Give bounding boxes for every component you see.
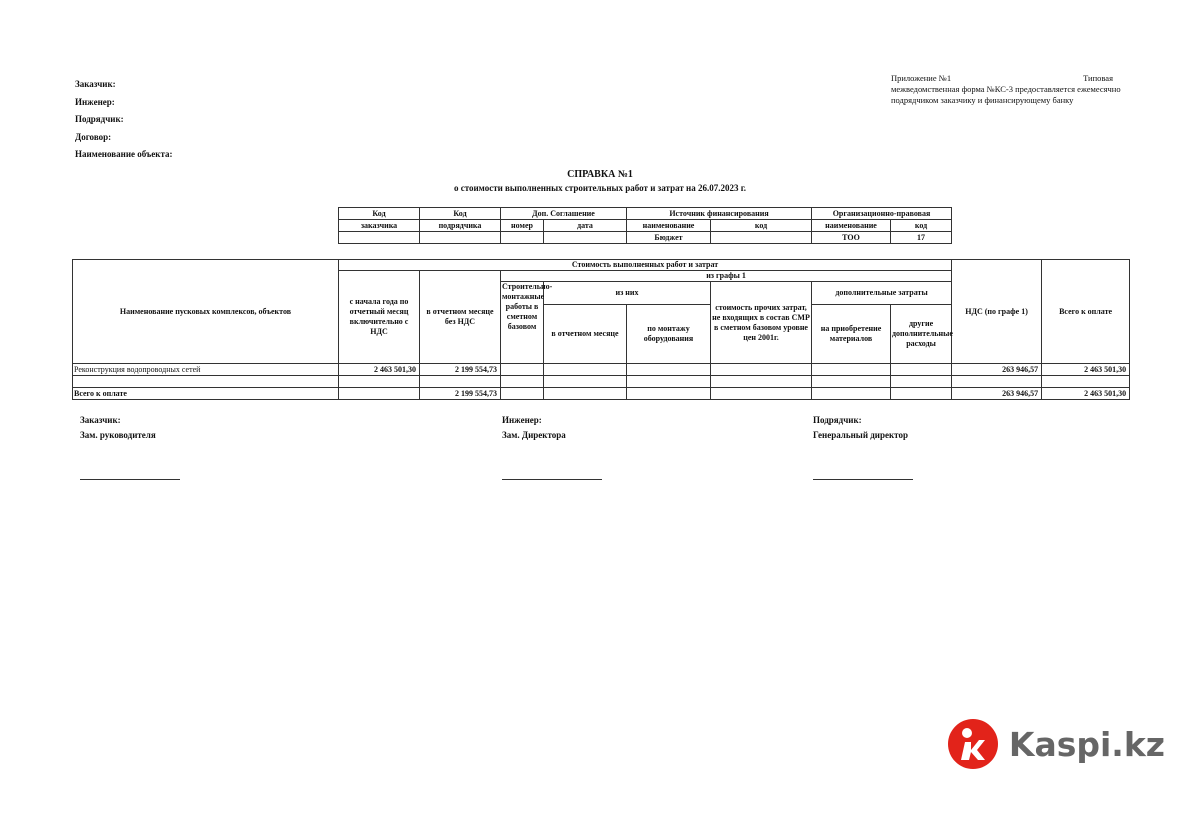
signature-contractor: [813, 413, 913, 480]
value-cell: [501, 232, 544, 244]
equipment-header: по монтажу оборудования: [627, 305, 711, 364]
of-them-header: из них: [544, 282, 711, 305]
subheader: заказчика: [339, 220, 420, 232]
other-extra-header: другие дополнительные расходы: [891, 305, 952, 364]
cell: [501, 388, 544, 400]
cell: [812, 364, 891, 376]
agreement-header: Доп. Соглашение: [501, 208, 627, 220]
value-cell: 17: [891, 232, 952, 244]
doc-title: СПРАВКА №1: [567, 169, 633, 180]
cell: 2 199 554,73: [420, 364, 501, 376]
table-row-total: [73, 388, 1130, 400]
kaspi-watermark: [947, 718, 1165, 770]
signature-position: Зам. руководителя: [80, 430, 156, 440]
cell: 2 463 501,30: [1042, 364, 1130, 376]
cell: [812, 388, 891, 400]
signature-line: [813, 479, 913, 480]
subheader: номер: [501, 220, 544, 232]
subheader: подрядчика: [420, 220, 501, 232]
signature-line: [80, 479, 180, 480]
value-cell: [711, 232, 812, 244]
note-text: межведомственная форма №КС-3 предоставляется ежемесячно подрядчиком заказчику и финансирующему банку: [891, 84, 1121, 105]
signature-role: Подрядчик:: [813, 415, 862, 425]
signature-engineer: [502, 413, 602, 480]
signature-role: Инженер:: [502, 415, 542, 425]
kaspi-logo-icon: [947, 718, 999, 770]
subheader: дата: [544, 220, 627, 232]
cell: [711, 388, 812, 400]
cell: [891, 388, 952, 400]
codes-table: [338, 207, 952, 244]
subheader: наименование: [627, 220, 711, 232]
cell: [891, 364, 952, 376]
subheader: наименование: [812, 220, 891, 232]
code-header: Код: [420, 208, 501, 220]
typical-label: Типовая: [1083, 73, 1113, 83]
row-name: Реконструкция водопроводных сетей: [73, 364, 339, 376]
value-cell: ТОО: [812, 232, 891, 244]
signature-position: Зам. Директора: [502, 430, 566, 440]
engineer-label: Инженер:: [75, 96, 115, 107]
from-col1-header: из графы 1: [501, 271, 952, 282]
cell: [339, 388, 420, 400]
cell: [544, 388, 627, 400]
contractor-label: Подрядчик:: [75, 114, 124, 124]
code-header: Код: [339, 208, 420, 220]
object-name-label: Наименование объекта:: [75, 149, 173, 159]
signature-customer: [80, 413, 180, 480]
in-month-header: в отчетном месяце: [544, 305, 627, 364]
smr-header: Строительно-монтажные работы в сметном базовом: [502, 282, 553, 331]
materials-header: на приобретение материалов: [812, 305, 891, 364]
value-cell: [339, 232, 420, 244]
ytd-header: с начала года по отчетный месяц включительно с НДС: [339, 271, 420, 364]
cell: [711, 364, 812, 376]
signature-role: Заказчик:: [80, 415, 121, 425]
contract-label: Договор:: [75, 131, 112, 142]
cell: [627, 388, 711, 400]
month-header: в отчетном месяце без НДС: [420, 271, 501, 364]
kaspi-logo-text: Kaspi.kz: [1008, 724, 1165, 764]
row-name: Всего к оплате: [73, 388, 339, 400]
additional-header: дополнительные затраты: [812, 282, 952, 305]
signature-line: [502, 479, 602, 480]
main-table: [72, 259, 1130, 400]
form-note: [891, 73, 1131, 106]
total-header: Всего к оплате: [1042, 260, 1130, 364]
subheader: код: [711, 220, 812, 232]
cell: [501, 364, 544, 376]
signature-position: Генеральный директор: [813, 430, 908, 440]
legal-form-header: Организационно-правовая: [812, 208, 952, 220]
cell: [627, 364, 711, 376]
table-row: [73, 364, 1130, 376]
other-costs-header: стоимость прочих затрат, не входящих в состав СМР в сметном базовом уровне цен 2001г.: [711, 282, 812, 364]
appendix-label: Приложение №1: [891, 73, 952, 83]
cell: [544, 364, 627, 376]
cost-header: Стоимость выполненных работ и затрат: [339, 260, 952, 271]
value-cell: [544, 232, 627, 244]
cell: 263 946,57: [952, 364, 1042, 376]
cell: 263 946,57: [952, 388, 1042, 400]
funding-header: Источник финансирования: [627, 208, 812, 220]
subheader: код: [891, 220, 952, 232]
value-cell: [420, 232, 501, 244]
cell: 2 199 554,73: [420, 388, 501, 400]
header-fields: [75, 76, 172, 164]
value-cell: Бюджет: [627, 232, 711, 244]
table-row: [73, 376, 1130, 388]
vat-header: НДС (по графе 1): [952, 260, 1042, 364]
cell: 2 463 501,30: [339, 364, 420, 376]
doc-subtitle: о стоимости выполненных строительных работ и затрат на 26.07.2023 г.: [453, 183, 747, 193]
customer-label: Заказчик:: [75, 79, 116, 89]
name-header: Наименование пусковых комплексов, объектов: [73, 260, 339, 364]
cell: 2 463 501,30: [1042, 388, 1130, 400]
